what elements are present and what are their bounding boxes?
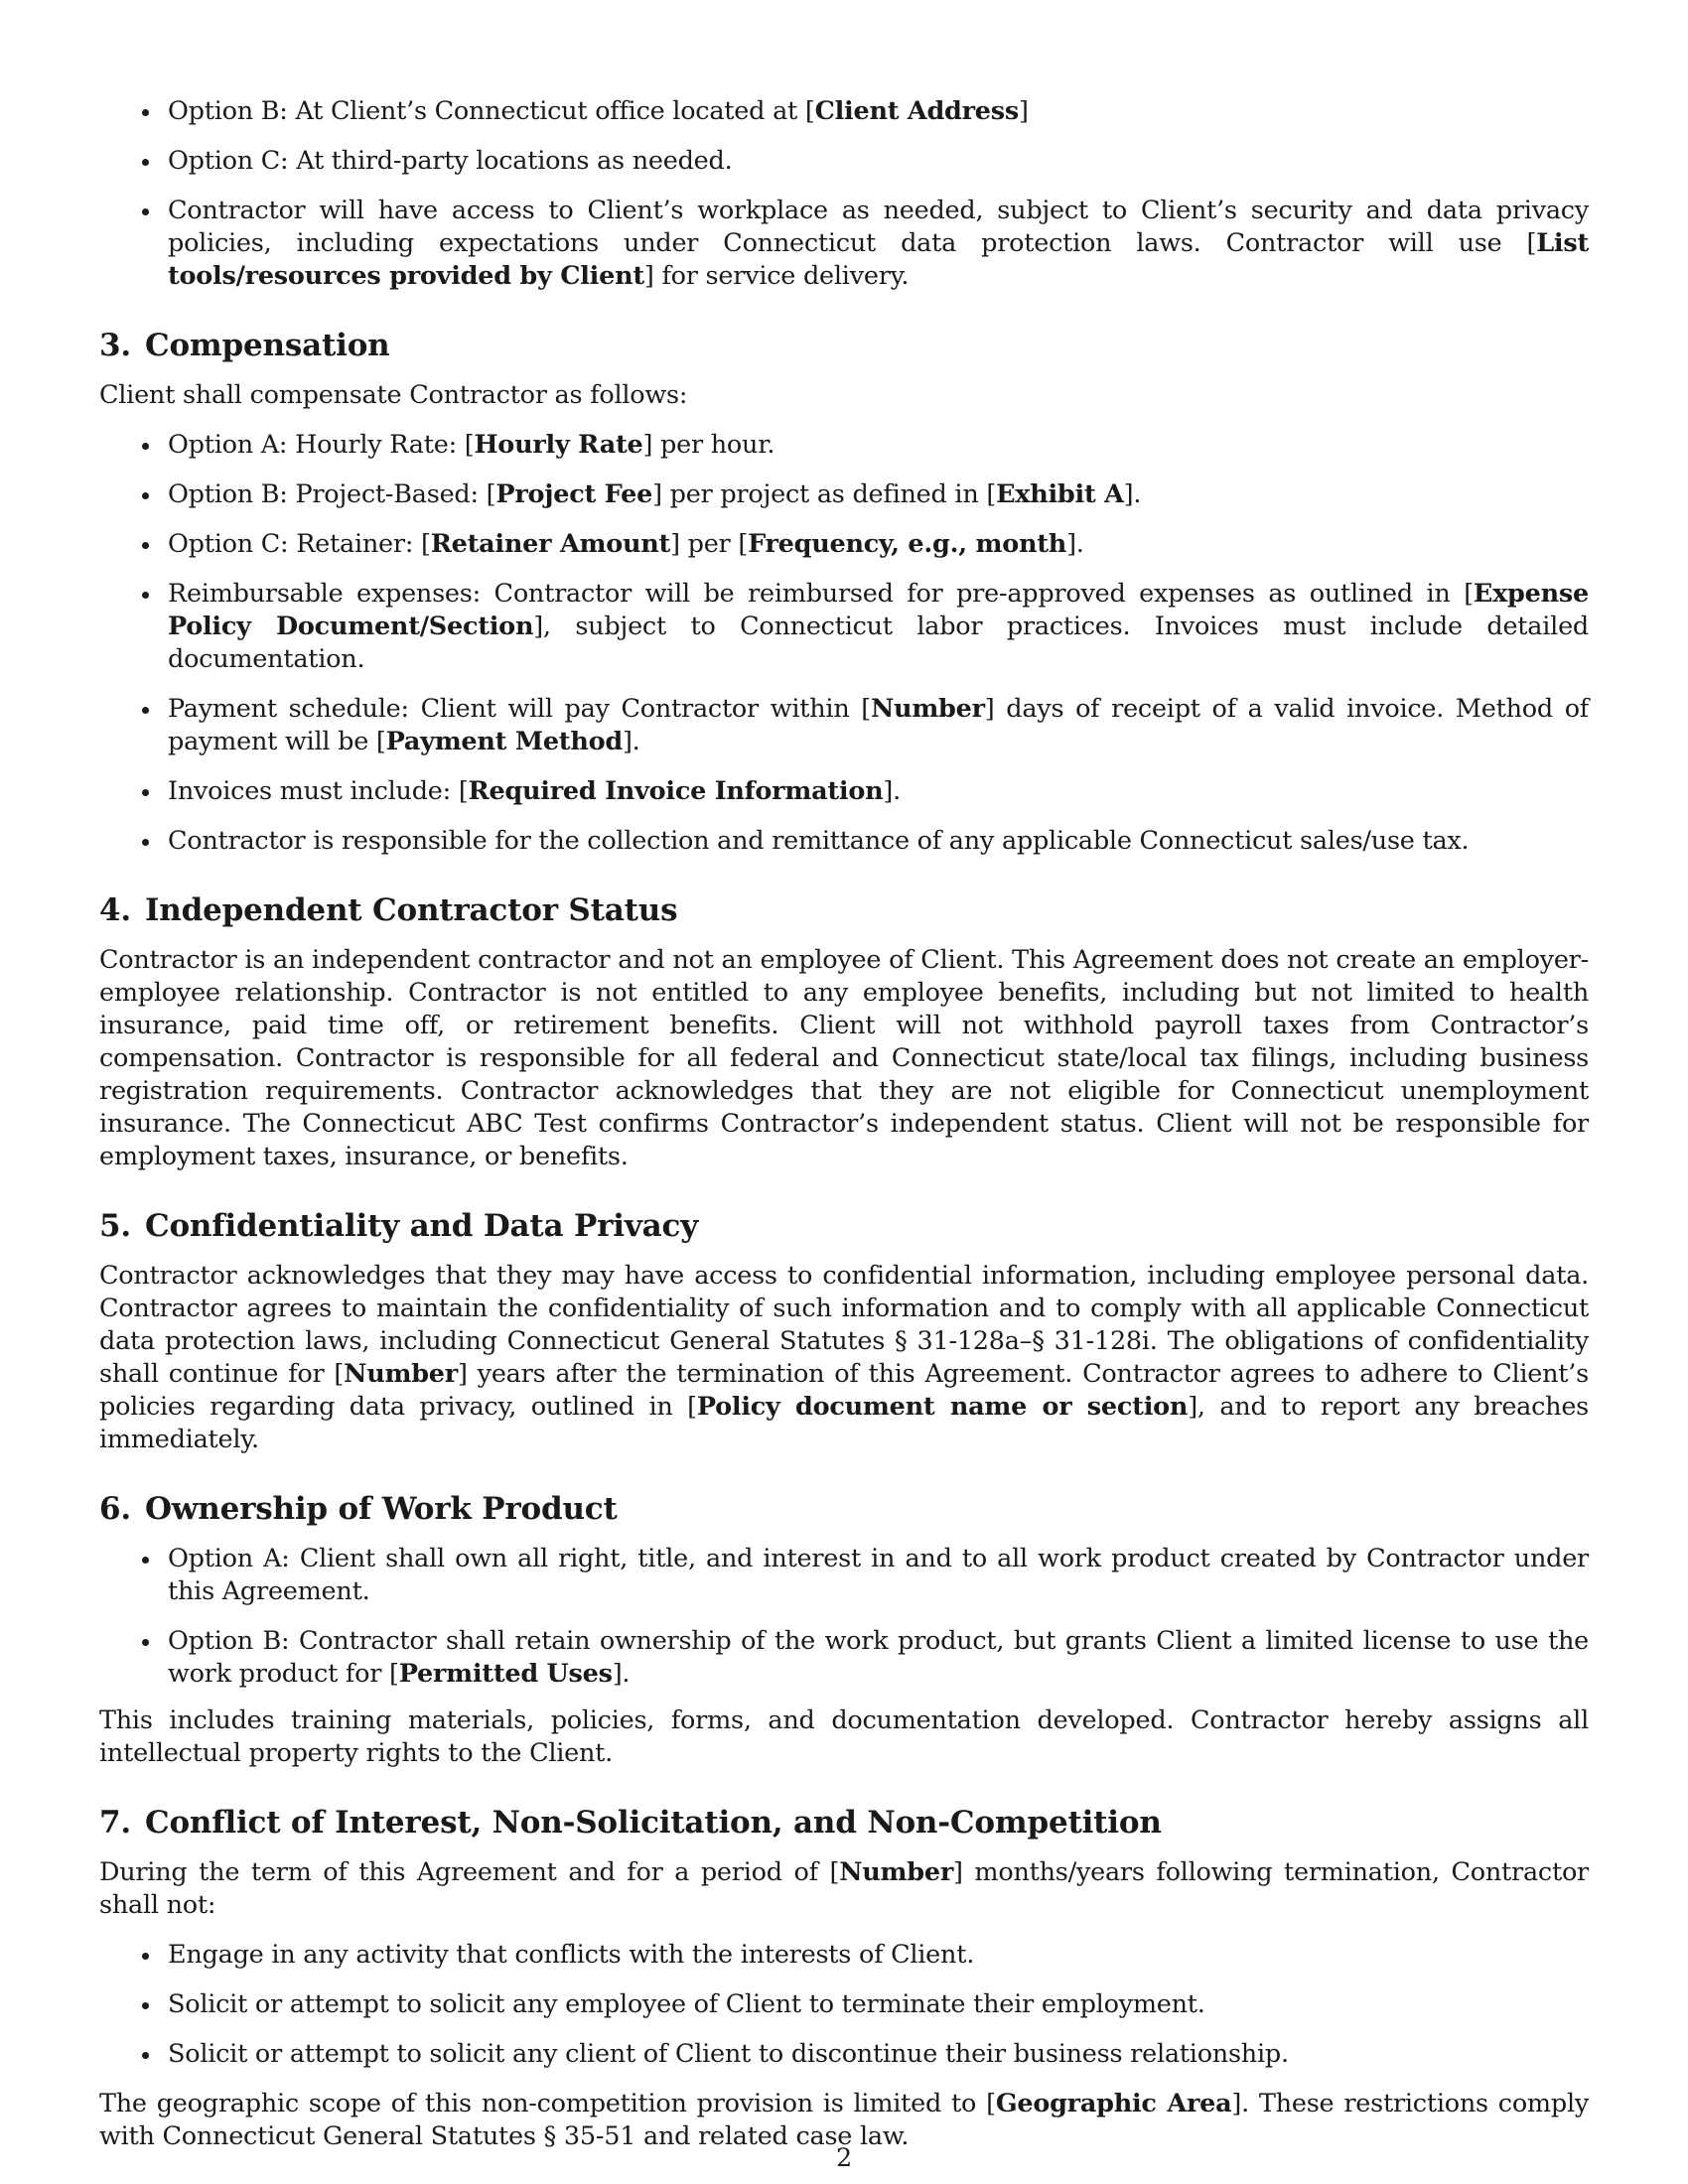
list-item [99, 1543, 1589, 1608]
placeholder-field: Policy document name or section [696, 1392, 1189, 1422]
text-run: ]. [622, 727, 640, 756]
section-title: Independent Contractor Status [144, 892, 678, 928]
text-run: ] [1018, 96, 1029, 126]
text-run: ]. [612, 1659, 631, 1689]
section-title: Compensation [144, 328, 390, 363]
text-run: Solicit or attempt to solicit any employee of Client to terminate their employment. [168, 1989, 1205, 2019]
list-item [99, 693, 1589, 758]
text-run: ] per hour. [642, 430, 775, 460]
text-run: ] months/years following termination, Contractor shall not: [99, 1857, 1589, 1920]
section-title: Conflict of Interest, Non-Solicitation, and Non-Competition [144, 1805, 1162, 1841]
text-run: ]. [1123, 479, 1142, 509]
section-title: Confidentiality and Data Privacy [144, 1208, 699, 1244]
placeholder-field: Number [870, 694, 985, 724]
section-number: 6. [99, 1491, 131, 1527]
text-run: Option B: Contractor shall retain ownership of the work product, but grants Client a limited license to use the work product for [ [168, 1626, 1589, 1689]
section-paragraph [99, 944, 1589, 1173]
restrictions-list [99, 1939, 1589, 2071]
list-item [99, 528, 1589, 561]
placeholder-field: Frequency, e.g., month [748, 529, 1067, 559]
text-run: Option C: At third-party locations as needed. [168, 146, 733, 176]
placeholder-field: Client Address [814, 96, 1019, 126]
placeholder-field: Payment Method [385, 727, 623, 756]
text-run: Option B: Project-Based: [ [168, 479, 496, 509]
text-run: ], subject to Connecticut labor practices. Invoices must include detailed documentation. [168, 612, 1589, 674]
section-number: 4. [99, 892, 131, 928]
section-intro: Client shall compensate Contractor as follows: [99, 380, 688, 410]
text-run: During the term of this Agreement and for a period of [ [99, 1857, 840, 1887]
list-item [99, 1939, 1589, 1972]
text-run: Reimbursable expenses: Contractor will be reimbursed for pre-approved expenses as outlined in [ [168, 579, 1474, 609]
text-run: ] days of receipt of a valid invoice. Method of payment will be [ [168, 694, 1589, 756]
text-run: Solicit or attempt to solicit any client of Client to discontinue their business relationship. [168, 2039, 1289, 2069]
list-item [99, 195, 1589, 293]
text-run: ] years after the termination of this Agreement. Contractor agrees to adhere to Client’s policies regarding data privacy, outlined in [ [99, 1359, 1589, 1422]
text-run: Option C: Retainer: [ [168, 529, 431, 559]
placeholder-field: Exhibit A [996, 479, 1124, 509]
placeholder-field: List tools/resources provided by Client [168, 228, 1589, 291]
document-page [99, 95, 1589, 2153]
section-paragraph [99, 1705, 1589, 1770]
list-item [99, 429, 1589, 462]
text-run: The geographic scope of this non-competition provision is limited to [ [99, 2089, 996, 2118]
text-run: Engage in any activity that conflicts with the interests of Client. [168, 1940, 975, 1970]
list-item [99, 775, 1589, 808]
section-number: 7. [99, 1805, 131, 1841]
placeholder-field: Permitted Uses [398, 1659, 613, 1689]
text-run: ]. [1066, 529, 1084, 559]
list-item [99, 478, 1589, 511]
text-run: ] per project as defined in [ [652, 479, 997, 509]
text-run: This includes training materials, policies, forms, and documentation developed. Contractor hereby assigns all intellectual property rights to the Client. [99, 1706, 1589, 1768]
section-heading-ownership [99, 1489, 1589, 1529]
section-heading-conflict-of-interest [99, 1803, 1589, 1843]
list-item [99, 825, 1589, 858]
placeholder-field: Number [344, 1359, 458, 1389]
placeholder-field: Expense Policy Document/Section [168, 579, 1589, 641]
text-run: Option A: Hourly Rate: [ [168, 430, 475, 460]
compensation-list [99, 429, 1589, 858]
placeholder-field: Project Fee [495, 479, 653, 509]
text-run: ] for service delivery. [643, 261, 910, 291]
section-heading-compensation [99, 326, 1589, 365]
list-item [99, 1625, 1589, 1691]
page-number: 2 [836, 2143, 852, 2173]
text-run: Contractor will have access to Client’s workplace as needed, subject to Client’s security and data privacy policies, including expectations under Connecticut data protection laws. Contractor will use [ [168, 196, 1589, 258]
section-number: 3. [99, 328, 131, 363]
section-heading-contractor-status [99, 890, 1589, 930]
section-number: 5. [99, 1208, 131, 1244]
text-run: Payment schedule: Client will pay Contractor within [ [168, 694, 871, 724]
text-run: Option A: Client shall own all right, title, and interest in and to all work product created by Contractor under this Agreement. [168, 1544, 1589, 1606]
ownership-list [99, 1543, 1589, 1691]
list-item [99, 95, 1589, 128]
text-run: ]. These restrictions comply with Connecticut General Statutes § 35-51 and related case law. [99, 2089, 1589, 2151]
section-paragraph [99, 1260, 1589, 1456]
text-run: Contractor is responsible for the collection and remittance of any applicable Connecticut sales/use tax. [168, 826, 1470, 856]
list-item [99, 145, 1589, 178]
placeholder-field: Required Invoice Information [468, 776, 884, 806]
list-item [99, 578, 1589, 676]
text-run: Option B: At Client’s Connecticut office located at [ [168, 96, 815, 126]
text-run: ], and to report any breaches immediately. [99, 1392, 1589, 1454]
list-item [99, 2038, 1589, 2071]
text-run: ]. [883, 776, 901, 806]
text-run: Contractor is an independent contractor and not an employee of Client. This Agreement does not create an employer-employee relationship. Contractor is not entitled to any employee benefits, including but not limited to health insurance, paid time off, or retirement benefits. Client will not withhold payroll taxes from Contractor’s compensation. Contractor is responsible for all federal and Connecticut state/local tax filings, including business registration requirements. Contractor acknowledges that they are not eligible for Connecticut unemployment insurance. The Connecticut ABC Test confirms Contractor’s independent status. Client will not be responsible for employment taxes, insurance, or benefits. [99, 945, 1589, 1171]
placeholder-field: Number [839, 1857, 954, 1887]
placeholder-field: Hourly Rate [474, 430, 643, 460]
section-title: Ownership of Work Product [144, 1491, 618, 1527]
section-intro [99, 1856, 1589, 1922]
placeholder-field: Retainer Amount [430, 529, 671, 559]
text-run: Invoices must include: [ [168, 776, 469, 806]
placeholder-field: Geographic Area [995, 2089, 1232, 2118]
list-item [99, 1988, 1589, 2021]
text-run: ] per [ [670, 529, 749, 559]
text-run: Contractor acknowledges that they may have access to confidential information, including employee personal data. Contractor agrees to maintain the confidentiality of such information and to comply with all applicable Connecticut data protection laws, including Connecticut General Statutes § 31-128a–§ 31-128i. The obligations of confidentiality shall continue for [ [99, 1261, 1589, 1389]
section-heading-confidentiality [99, 1206, 1589, 1246]
section2-options-list [99, 95, 1589, 293]
